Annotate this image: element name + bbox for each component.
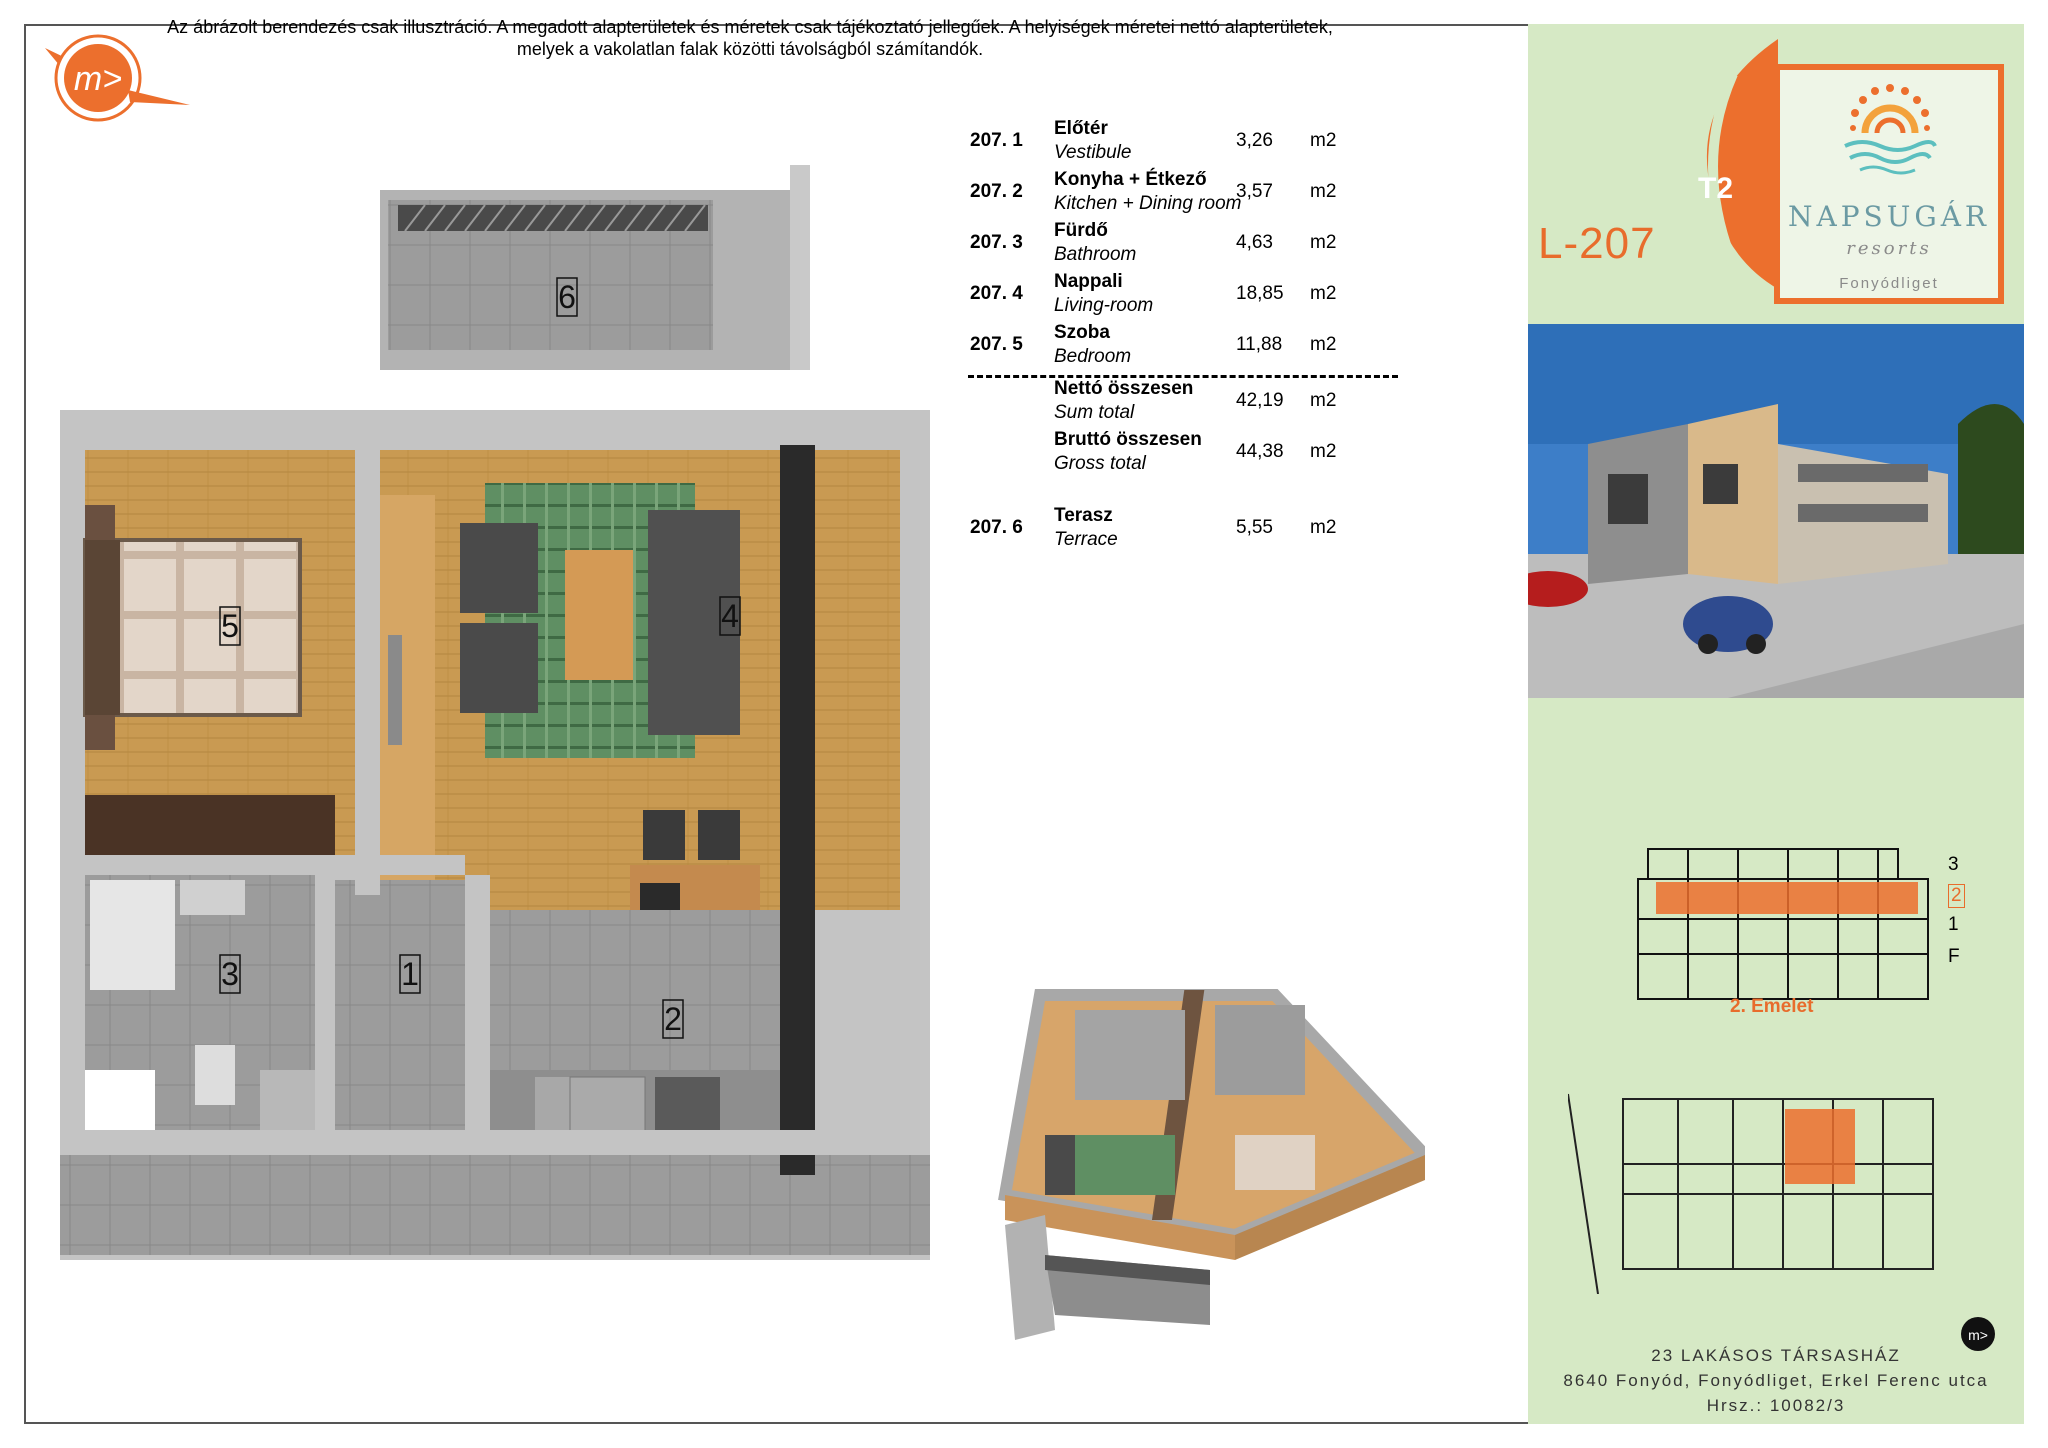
brand-logo [1774,64,2004,304]
room-name-en: Bedroom [1054,346,1132,367]
svg-text:m>: m> [1968,1327,1988,1343]
room-label-1: 1 [401,956,419,992]
terrace-name-hu: Terasz [1054,505,1113,526]
room-code: 207. 1 [970,130,1023,151]
building-section-diagram [1608,839,1988,1009]
room-name-en: Living-room [1054,295,1154,316]
floor-level-2: 2 [1948,884,1965,908]
brand-location: Fonyódliget [1839,275,1939,292]
total-name-hu: Bruttó összesen [1054,429,1202,450]
room-unit: m2 [1310,130,1337,151]
terrace-unit: m2 [1310,517,1337,538]
address-street: 8640 Fonyód, Fonyódliget, Erkel Ferenc utca [1563,1371,1989,1390]
apartment-3d-view [985,985,1425,1345]
floor-caption: 2. Emelet [1730,996,1814,1017]
room-unit: m2 [1310,232,1337,253]
room-row [960,271,1410,322]
building-tag: T2 [1698,172,1734,205]
room-code: 207. 3 [970,232,1023,253]
disclaimer-line-2: melyek a vakolatlan falak közötti távolságból számítandók. [516,39,984,59]
room-area: 3,26 [1236,130,1273,151]
room-unit: m2 [1310,334,1337,355]
room-area: 3,57 [1236,181,1273,202]
room-unit: m2 [1310,181,1337,202]
total-area: 44,38 [1236,441,1284,462]
total-unit: m2 [1310,441,1337,462]
total-area: 42,19 [1236,390,1284,411]
room-area: 4,63 [1236,232,1273,253]
room-name-en: Vestibule [1054,142,1132,163]
floor-level-3: 3 [1948,854,1959,875]
room-row [960,322,1410,373]
room-unit: m2 [1310,283,1337,304]
room-label-4: 4 [721,598,739,634]
terrace-code: 207. 6 [970,517,1023,538]
room-row [960,220,1410,271]
area-table [960,118,1410,556]
total-row [960,378,1410,429]
room-area: 11,88 [1236,334,1283,355]
room-name-hu: Nappali [1054,271,1123,292]
orange-arc-icon [1678,34,1778,294]
disclaimer-line-1: Az ábrázolt berendezés csak illusztráció. A megadott alapterületek és méretek csak tájékoztató jellegűek. A helyiségek méretei nettó alapterületek, [167,17,1333,37]
brand-name: NAPSUGÁR [1787,200,1990,233]
room-label-3: 3 [221,956,239,992]
total-name-hu: Nettó összesen [1054,378,1194,399]
room-code: 207. 4 [970,283,1023,304]
room-row [960,169,1410,220]
floor-level-f: F [1948,946,1960,967]
room-row [960,118,1410,169]
room-label-6: 6 [558,279,576,315]
unit-code: L-207 [1538,219,1656,268]
room-label-2: 2 [664,1001,682,1037]
room-name-hu: Szoba [1054,322,1110,343]
total-name-en: Gross total [1054,453,1146,474]
info-panel [1528,24,2024,1424]
terrace-area: 5,55 [1236,517,1273,538]
room-name-en: Kitchen + Dining room [1054,193,1242,214]
brand-subtitle: resorts [1846,238,1932,259]
terrace-name-en: Terrace [1054,529,1118,550]
terrace-row [960,505,1410,556]
address-title: 23 LAKÁSOS TÁRSASHÁZ [1651,1346,1901,1365]
disclaimer [150,16,1350,60]
room-code: 207. 2 [970,181,1023,202]
room-name-hu: Előtér [1054,118,1108,139]
svg-text:m>: m> [73,60,123,98]
room-code: 207. 5 [970,334,1023,355]
total-row [960,429,1410,480]
total-unit: m2 [1310,390,1337,411]
sun-waves-icon [1835,78,1945,178]
floor-level-1: 1 [1948,914,1959,935]
room-name-en: Bathroom [1054,244,1137,265]
room-label-5: 5 [221,608,239,644]
building-render-photo [1528,324,2024,698]
room-name-hu: Fürdő [1054,220,1108,241]
total-name-en: Sum total [1054,402,1135,423]
floor-plan [30,165,930,1265]
room-name-hu: Konyha + Étkező [1054,169,1207,190]
address-parcel: Hrsz.: 10082/3 [1706,1396,1846,1415]
room-area: 18,85 [1236,283,1284,304]
building-floor-key-plan [1568,1064,1988,1294]
